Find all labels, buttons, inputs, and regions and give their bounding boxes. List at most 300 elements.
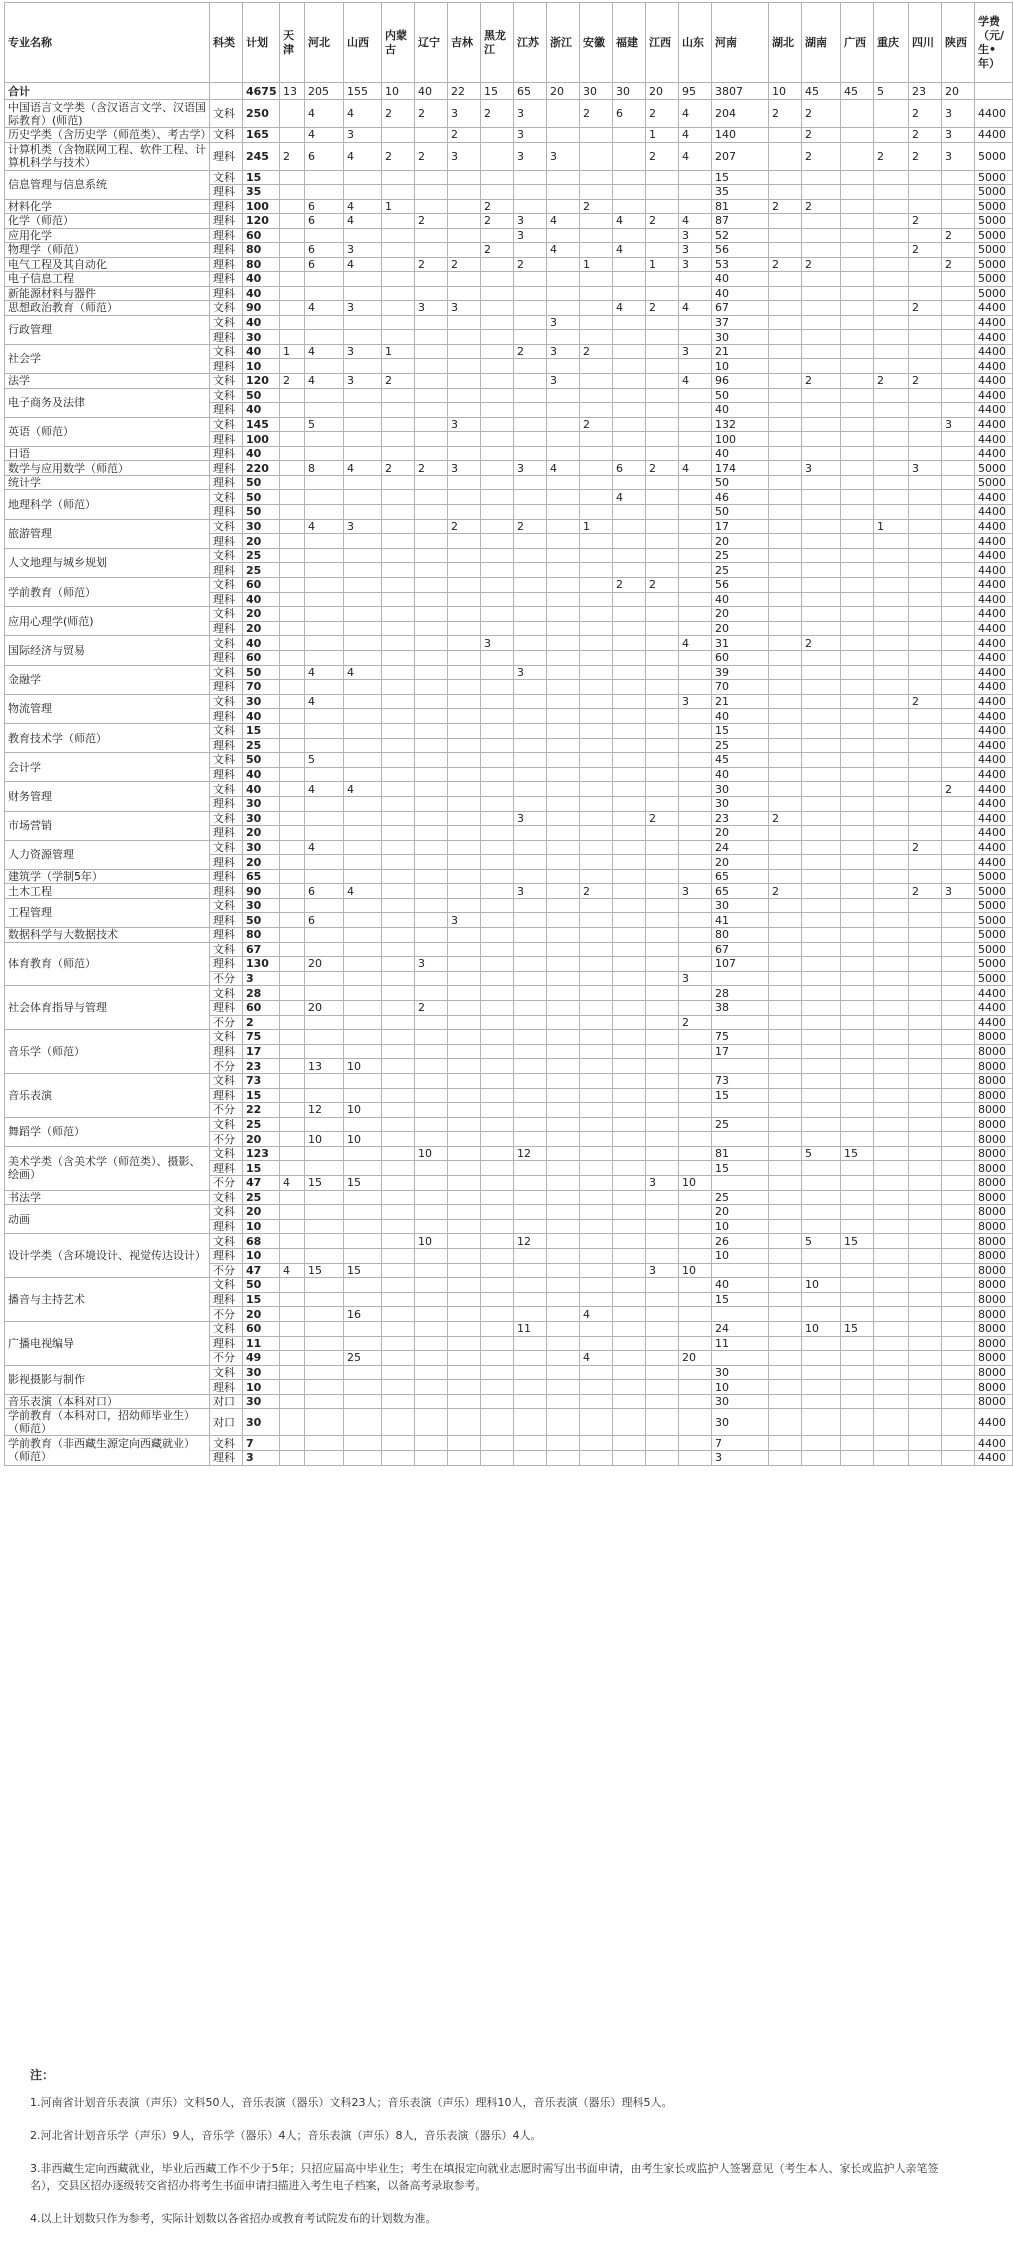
major-name: 数据科学与大数据技术 xyxy=(5,928,210,943)
table-cell xyxy=(305,1117,344,1132)
table-cell xyxy=(802,315,841,330)
table-cell xyxy=(481,709,514,724)
plan-cell: 60 xyxy=(243,228,280,243)
table-cell xyxy=(679,170,712,185)
table-cell xyxy=(448,1409,481,1436)
table-cell xyxy=(448,344,481,359)
table-cell xyxy=(481,446,514,461)
table-cell xyxy=(344,796,382,811)
table-cell xyxy=(344,185,382,200)
fee-cell: 4400 xyxy=(975,636,1013,651)
table-cell: 40 xyxy=(712,286,769,301)
table-cell: 53 xyxy=(712,257,769,272)
fee-cell: 4400 xyxy=(975,301,1013,316)
table-cell: 2 xyxy=(481,214,514,229)
table-cell xyxy=(514,1450,547,1465)
fee-cell: 8000 xyxy=(975,1132,1013,1147)
table-cell xyxy=(874,1219,909,1234)
category-cell: 理科 xyxy=(210,621,243,636)
table-cell xyxy=(382,738,415,753)
table-cell: 3 xyxy=(514,128,547,143)
table-cell xyxy=(580,1015,613,1030)
table-cell: 10 xyxy=(344,1132,382,1147)
table-cell xyxy=(305,811,344,826)
table-cell xyxy=(769,1307,802,1322)
table-cell xyxy=(646,1450,679,1465)
table-cell: 4 xyxy=(344,665,382,680)
table-row xyxy=(5,607,1013,622)
table-cell: 30 xyxy=(613,83,646,100)
table-cell xyxy=(448,534,481,549)
table-row xyxy=(5,1190,1013,1205)
plan-cell: 50 xyxy=(243,1278,280,1293)
table-cell xyxy=(344,942,382,957)
table-cell xyxy=(514,723,547,738)
table-cell xyxy=(874,1161,909,1176)
table-cell xyxy=(909,170,942,185)
table-cell xyxy=(305,432,344,447)
table-cell xyxy=(942,214,975,229)
table-cell xyxy=(909,490,942,505)
table-cell xyxy=(344,1073,382,1088)
table-cell xyxy=(769,855,802,870)
table-cell xyxy=(841,315,874,330)
table-cell xyxy=(841,592,874,607)
table-cell xyxy=(909,913,942,928)
table-cell xyxy=(344,1278,382,1293)
table-cell xyxy=(646,928,679,943)
table-cell xyxy=(942,286,975,301)
table-cell xyxy=(841,767,874,782)
table-cell xyxy=(942,563,975,578)
table-cell xyxy=(344,826,382,841)
table-cell xyxy=(679,1000,712,1015)
table-cell xyxy=(305,1044,344,1059)
table-cell xyxy=(802,432,841,447)
table-cell xyxy=(448,869,481,884)
table-cell xyxy=(280,446,305,461)
table-cell xyxy=(874,621,909,636)
table-cell xyxy=(841,214,874,229)
table-cell xyxy=(580,1205,613,1220)
table-cell: 25 xyxy=(344,1351,382,1366)
fee-cell: 4400 xyxy=(975,767,1013,782)
table-cell xyxy=(679,782,712,797)
table-cell: 2 xyxy=(802,374,841,389)
category-cell: 理科 xyxy=(210,272,243,287)
table-cell xyxy=(909,1059,942,1074)
table-cell xyxy=(514,359,547,374)
table-cell xyxy=(841,855,874,870)
table-cell xyxy=(841,272,874,287)
table-cell xyxy=(613,738,646,753)
table-cell xyxy=(841,417,874,432)
table-cell xyxy=(580,170,613,185)
table-cell: 4 xyxy=(305,665,344,680)
table-cell xyxy=(646,315,679,330)
table-cell xyxy=(802,1409,841,1436)
table-cell xyxy=(613,548,646,563)
table-cell xyxy=(547,738,580,753)
table-cell xyxy=(679,1365,712,1380)
table-cell xyxy=(874,170,909,185)
table-cell xyxy=(909,563,942,578)
table-cell xyxy=(382,767,415,782)
table-cell xyxy=(547,1450,580,1465)
major-name: 金融学 xyxy=(5,665,210,694)
table-cell xyxy=(769,1161,802,1176)
table-cell xyxy=(448,286,481,301)
table-cell xyxy=(305,330,344,345)
table-cell xyxy=(679,723,712,738)
table-cell xyxy=(942,446,975,461)
table-cell: 4 xyxy=(305,301,344,316)
table-cell xyxy=(942,986,975,1001)
table-cell xyxy=(769,782,802,797)
table-cell xyxy=(382,694,415,709)
table-cell xyxy=(942,1088,975,1103)
table-cell xyxy=(481,1409,514,1436)
category-cell: 不分 xyxy=(210,1176,243,1191)
table-row xyxy=(5,1146,1013,1161)
table-cell xyxy=(909,957,942,972)
table-cell xyxy=(344,1088,382,1103)
table-cell xyxy=(769,942,802,957)
table-cell xyxy=(679,519,712,534)
table-cell xyxy=(841,826,874,841)
category-cell: 理科 xyxy=(210,214,243,229)
table-cell xyxy=(841,199,874,214)
table-cell xyxy=(802,986,841,1001)
table-cell xyxy=(874,898,909,913)
table-cell xyxy=(942,723,975,738)
table-cell xyxy=(514,446,547,461)
table-cell xyxy=(305,1336,344,1351)
table-cell xyxy=(802,592,841,607)
table-cell xyxy=(646,650,679,665)
table-cell xyxy=(802,782,841,797)
category-cell: 文科 xyxy=(210,128,243,143)
table-cell xyxy=(280,869,305,884)
table-cell xyxy=(841,1030,874,1045)
table-cell xyxy=(874,855,909,870)
table-cell xyxy=(305,315,344,330)
table-cell xyxy=(305,359,344,374)
table-cell: 10 xyxy=(382,83,415,100)
plan-cell: 10 xyxy=(243,359,280,374)
table-cell xyxy=(280,417,305,432)
table-cell xyxy=(874,1394,909,1409)
table-cell xyxy=(841,578,874,593)
table-cell xyxy=(909,272,942,287)
major-name: 学前教育（师范） xyxy=(5,578,210,607)
fee-cell: 5000 xyxy=(975,199,1013,214)
table-cell xyxy=(280,548,305,563)
table-cell: 3 xyxy=(679,257,712,272)
table-cell xyxy=(874,986,909,1001)
table-cell xyxy=(769,142,802,170)
table-cell xyxy=(547,1436,580,1451)
table-cell xyxy=(547,417,580,432)
table-cell xyxy=(415,1394,448,1409)
table-cell xyxy=(382,1278,415,1293)
table-cell xyxy=(382,286,415,301)
table-cell xyxy=(909,636,942,651)
table-cell xyxy=(613,709,646,724)
table-cell xyxy=(679,1103,712,1118)
table-cell xyxy=(547,971,580,986)
major-name: 法学 xyxy=(5,374,210,389)
table-cell xyxy=(942,928,975,943)
table-cell xyxy=(280,1190,305,1205)
table-cell xyxy=(547,1073,580,1088)
table-cell xyxy=(909,475,942,490)
table-cell xyxy=(874,475,909,490)
table-cell xyxy=(382,214,415,229)
table-cell xyxy=(280,257,305,272)
table-cell xyxy=(841,796,874,811)
table-cell xyxy=(448,1146,481,1161)
table-cell xyxy=(909,607,942,622)
table-cell xyxy=(580,1278,613,1293)
table-cell xyxy=(909,388,942,403)
table-cell xyxy=(547,884,580,899)
table-cell xyxy=(344,840,382,855)
table-cell xyxy=(679,563,712,578)
table-cell xyxy=(802,796,841,811)
header-province: 江苏 xyxy=(514,3,547,83)
table-cell xyxy=(280,694,305,709)
table-cell xyxy=(305,490,344,505)
fee-cell: 5000 xyxy=(975,928,1013,943)
major-name: 物理学（师范） xyxy=(5,243,210,258)
major-name: 教育技术学（师范） xyxy=(5,723,210,752)
table-cell xyxy=(514,840,547,855)
table-cell: 4 xyxy=(305,782,344,797)
table-cell xyxy=(802,738,841,753)
table-cell xyxy=(874,1190,909,1205)
table-cell xyxy=(280,855,305,870)
table-cell xyxy=(280,214,305,229)
table-cell xyxy=(874,1321,909,1336)
table-cell xyxy=(580,475,613,490)
table-cell: 2 xyxy=(874,374,909,389)
table-cell xyxy=(679,607,712,622)
table-cell xyxy=(769,869,802,884)
table-cell xyxy=(874,214,909,229)
table-cell xyxy=(841,753,874,768)
table-row xyxy=(5,1409,1013,1436)
category-cell: 理科 xyxy=(210,869,243,884)
table-cell xyxy=(415,170,448,185)
table-cell: 2 xyxy=(942,228,975,243)
category-cell: 不分 xyxy=(210,1351,243,1366)
table-cell xyxy=(280,100,305,128)
table-cell xyxy=(344,1205,382,1220)
table-row xyxy=(5,301,1013,316)
table-cell: 30 xyxy=(712,1394,769,1409)
table-cell xyxy=(942,650,975,665)
table-cell xyxy=(613,957,646,972)
table-cell xyxy=(415,374,448,389)
table-cell xyxy=(909,1219,942,1234)
table-cell xyxy=(646,388,679,403)
table-cell: 95 xyxy=(679,83,712,100)
table-cell xyxy=(305,796,344,811)
table-cell xyxy=(909,1000,942,1015)
table-cell: 3 xyxy=(344,374,382,389)
table-cell: 2 xyxy=(415,142,448,170)
table-cell xyxy=(613,1321,646,1336)
table-cell xyxy=(909,286,942,301)
table-cell xyxy=(802,505,841,520)
table-cell xyxy=(613,257,646,272)
table-cell xyxy=(280,534,305,549)
table-cell xyxy=(415,563,448,578)
table-cell xyxy=(646,1073,679,1088)
table-cell: 2 xyxy=(580,884,613,899)
table-cell: 2 xyxy=(802,100,841,128)
table-cell: 3 xyxy=(547,344,580,359)
plan-cell: 30 xyxy=(243,1409,280,1436)
table-cell xyxy=(679,1292,712,1307)
header-fee: 学费（元/生•年） xyxy=(975,3,1013,83)
plan-cell: 15 xyxy=(243,1292,280,1307)
plan-cell: 4675 xyxy=(243,83,280,100)
table-cell xyxy=(280,388,305,403)
table-cell xyxy=(280,971,305,986)
major-name: 动画 xyxy=(5,1205,210,1234)
table-cell xyxy=(280,753,305,768)
major-name: 体育教育（师范） xyxy=(5,942,210,986)
table-cell xyxy=(305,1205,344,1220)
table-cell xyxy=(547,1292,580,1307)
table-cell xyxy=(874,1409,909,1436)
table-cell xyxy=(909,1263,942,1278)
table-cell xyxy=(305,548,344,563)
table-cell xyxy=(415,548,448,563)
table-cell xyxy=(942,519,975,534)
table-cell xyxy=(344,1219,382,1234)
table-cell xyxy=(646,607,679,622)
table-cell xyxy=(305,942,344,957)
plan-cell: 90 xyxy=(243,884,280,899)
plan-cell: 165 xyxy=(243,128,280,143)
table-cell xyxy=(942,1380,975,1395)
table-cell xyxy=(942,403,975,418)
table-cell: 2 xyxy=(909,301,942,316)
table-cell xyxy=(481,257,514,272)
table-cell xyxy=(280,1030,305,1045)
category-cell: 文科 xyxy=(210,986,243,1001)
plan-cell: 70 xyxy=(243,680,280,695)
table-cell xyxy=(942,709,975,724)
table-cell: 4 xyxy=(305,519,344,534)
table-cell xyxy=(874,840,909,855)
table-cell: 10 xyxy=(769,83,802,100)
table-cell xyxy=(874,1073,909,1088)
table-cell xyxy=(514,826,547,841)
table-cell xyxy=(802,301,841,316)
table-cell: 4 xyxy=(344,100,382,128)
table-cell xyxy=(580,1436,613,1451)
table-cell xyxy=(344,1015,382,1030)
table-cell xyxy=(344,1380,382,1395)
table-cell xyxy=(646,957,679,972)
table-cell xyxy=(942,811,975,826)
table-cell xyxy=(547,1117,580,1132)
table-cell xyxy=(344,1365,382,1380)
table-cell xyxy=(344,432,382,447)
table-cell xyxy=(580,942,613,957)
table-cell xyxy=(382,680,415,695)
table-cell xyxy=(547,1059,580,1074)
table-cell: 23 xyxy=(712,811,769,826)
table-cell xyxy=(613,898,646,913)
table-cell xyxy=(874,228,909,243)
table-cell xyxy=(280,1409,305,1436)
table-cell: 10 xyxy=(305,1132,344,1147)
table-cell xyxy=(448,185,481,200)
table-cell xyxy=(802,971,841,986)
table-cell xyxy=(514,1044,547,1059)
table-cell xyxy=(514,1132,547,1147)
table-cell xyxy=(646,1015,679,1030)
table-cell xyxy=(841,913,874,928)
table-cell xyxy=(613,986,646,1001)
table-cell xyxy=(679,928,712,943)
table-cell xyxy=(448,563,481,578)
table-cell xyxy=(909,1365,942,1380)
table-cell xyxy=(514,403,547,418)
table-row xyxy=(5,286,1013,301)
table-cell xyxy=(382,1161,415,1176)
table-cell xyxy=(942,1205,975,1220)
table-cell xyxy=(382,884,415,899)
table-cell xyxy=(382,1176,415,1191)
fee-cell: 5000 xyxy=(975,942,1013,957)
table-cell xyxy=(280,636,305,651)
table-cell xyxy=(305,475,344,490)
table-cell xyxy=(679,272,712,287)
table-cell xyxy=(382,928,415,943)
table-cell xyxy=(382,388,415,403)
table-cell xyxy=(769,986,802,1001)
table-cell xyxy=(415,723,448,738)
table-cell: 1 xyxy=(646,128,679,143)
table-cell xyxy=(344,1321,382,1336)
fee-cell: 4400 xyxy=(975,621,1013,636)
table-cell xyxy=(613,1044,646,1059)
table-cell xyxy=(415,128,448,143)
table-cell: 10 xyxy=(679,1176,712,1191)
table-cell xyxy=(481,1321,514,1336)
table-cell: 20 xyxy=(712,621,769,636)
table-cell: 3 xyxy=(942,884,975,899)
table-cell xyxy=(679,548,712,563)
plan-cell: 28 xyxy=(243,986,280,1001)
table-cell xyxy=(613,519,646,534)
table-cell: 205 xyxy=(305,83,344,100)
table-cell xyxy=(942,1365,975,1380)
table-cell: 155 xyxy=(344,83,382,100)
table-cell: 2 xyxy=(909,214,942,229)
table-cell xyxy=(415,971,448,986)
table-cell xyxy=(874,796,909,811)
table-cell: 13 xyxy=(305,1059,344,1074)
category-cell: 理科 xyxy=(210,796,243,811)
table-cell xyxy=(646,1321,679,1336)
